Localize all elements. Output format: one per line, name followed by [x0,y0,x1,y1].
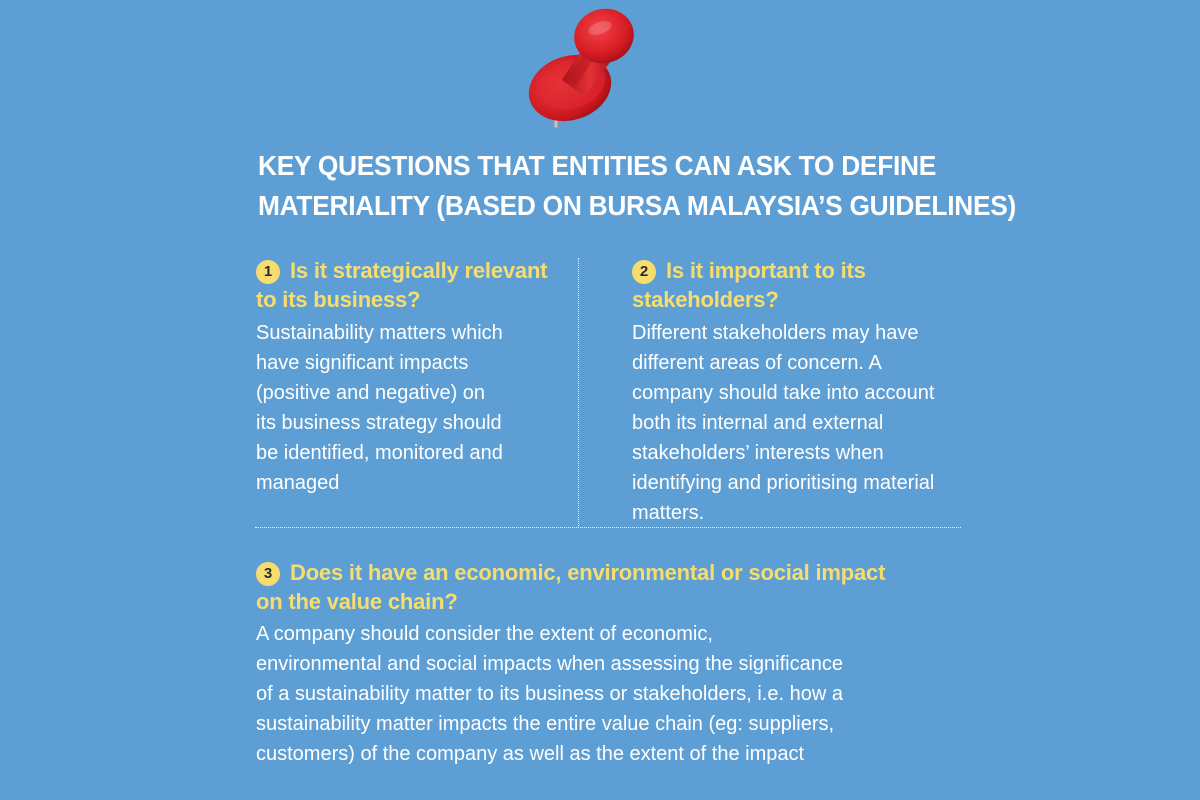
question-2-body-line: stakeholders’ interests when [632,442,884,464]
number-badge-1: 1 [256,260,280,284]
question-3-body-line: sustainability matter impacts the entire value chain (eg: suppliers, [256,713,835,735]
question-1-body-line: its business strategy should [256,412,502,434]
question-3-heading-line-2: on the value chain? [256,589,458,614]
question-2-heading [632,256,866,314]
number-badge-3: 3 [256,562,280,586]
question-2-body-line: both its internal and external [632,412,884,434]
question-2-heading-line-2: stakeholders? [632,287,779,312]
question-3-body-line: of a sustainability matter to its business or stakeholders, i.e. how a [256,683,843,705]
title-line-2: MATERIALITY (BASED ON BURSA MALAYSIA’S GUIDELINES) [258,190,1017,221]
question-2-heading-text-1: Is it important to its [666,258,866,283]
question-1-heading [256,256,547,314]
column-divider [578,258,579,526]
question-2-body-line: identifying and prioritising material [632,472,935,494]
question-3-body-line: environmental and social impacts when assessing the significance [256,653,843,675]
question-3-heading-text-1: Does it have an economic, environmental or social impact [290,560,886,585]
question-2-body [632,318,934,528]
section-divider [255,527,961,528]
question-1-body [256,318,503,498]
page-title [258,146,1017,226]
question-3-body-line: A company should consider the extent of economic, [256,623,713,645]
question-3-body-line: customers) of the company as well as the extent of the impact [256,743,805,765]
question-3-body [256,619,843,769]
number-badge-2: 2 [632,260,656,284]
pushpin-icon [522,0,640,135]
question-1-body-line: (positive and negative) on [256,382,486,404]
question-2-body-line: company should take into account [632,382,935,404]
question-1-body-line: Sustainability matters which [256,322,503,344]
question-1-body-line: have significant impacts [256,352,469,374]
question-2-heading-line-1 [632,256,866,285]
question-3-heading-line-1 [256,558,885,587]
title-line-1: KEY QUESTIONS THAT ENTITIES CAN ASK TO DEFINE [258,150,937,181]
question-2-body-line: matters. [632,502,705,524]
question-2-body-line: different areas of concern. A [632,352,882,374]
question-1-heading-line-2: to its business? [256,287,421,312]
question-1-body-line: be identified, monitored and [256,442,503,464]
question-3-heading [256,558,885,616]
question-2-body-line: Different stakeholders may have [632,322,919,344]
question-1-heading-text-1: Is it strategically relevant [290,258,548,283]
question-1-heading-line-1 [256,256,547,285]
question-1-body-line: managed [256,472,340,494]
